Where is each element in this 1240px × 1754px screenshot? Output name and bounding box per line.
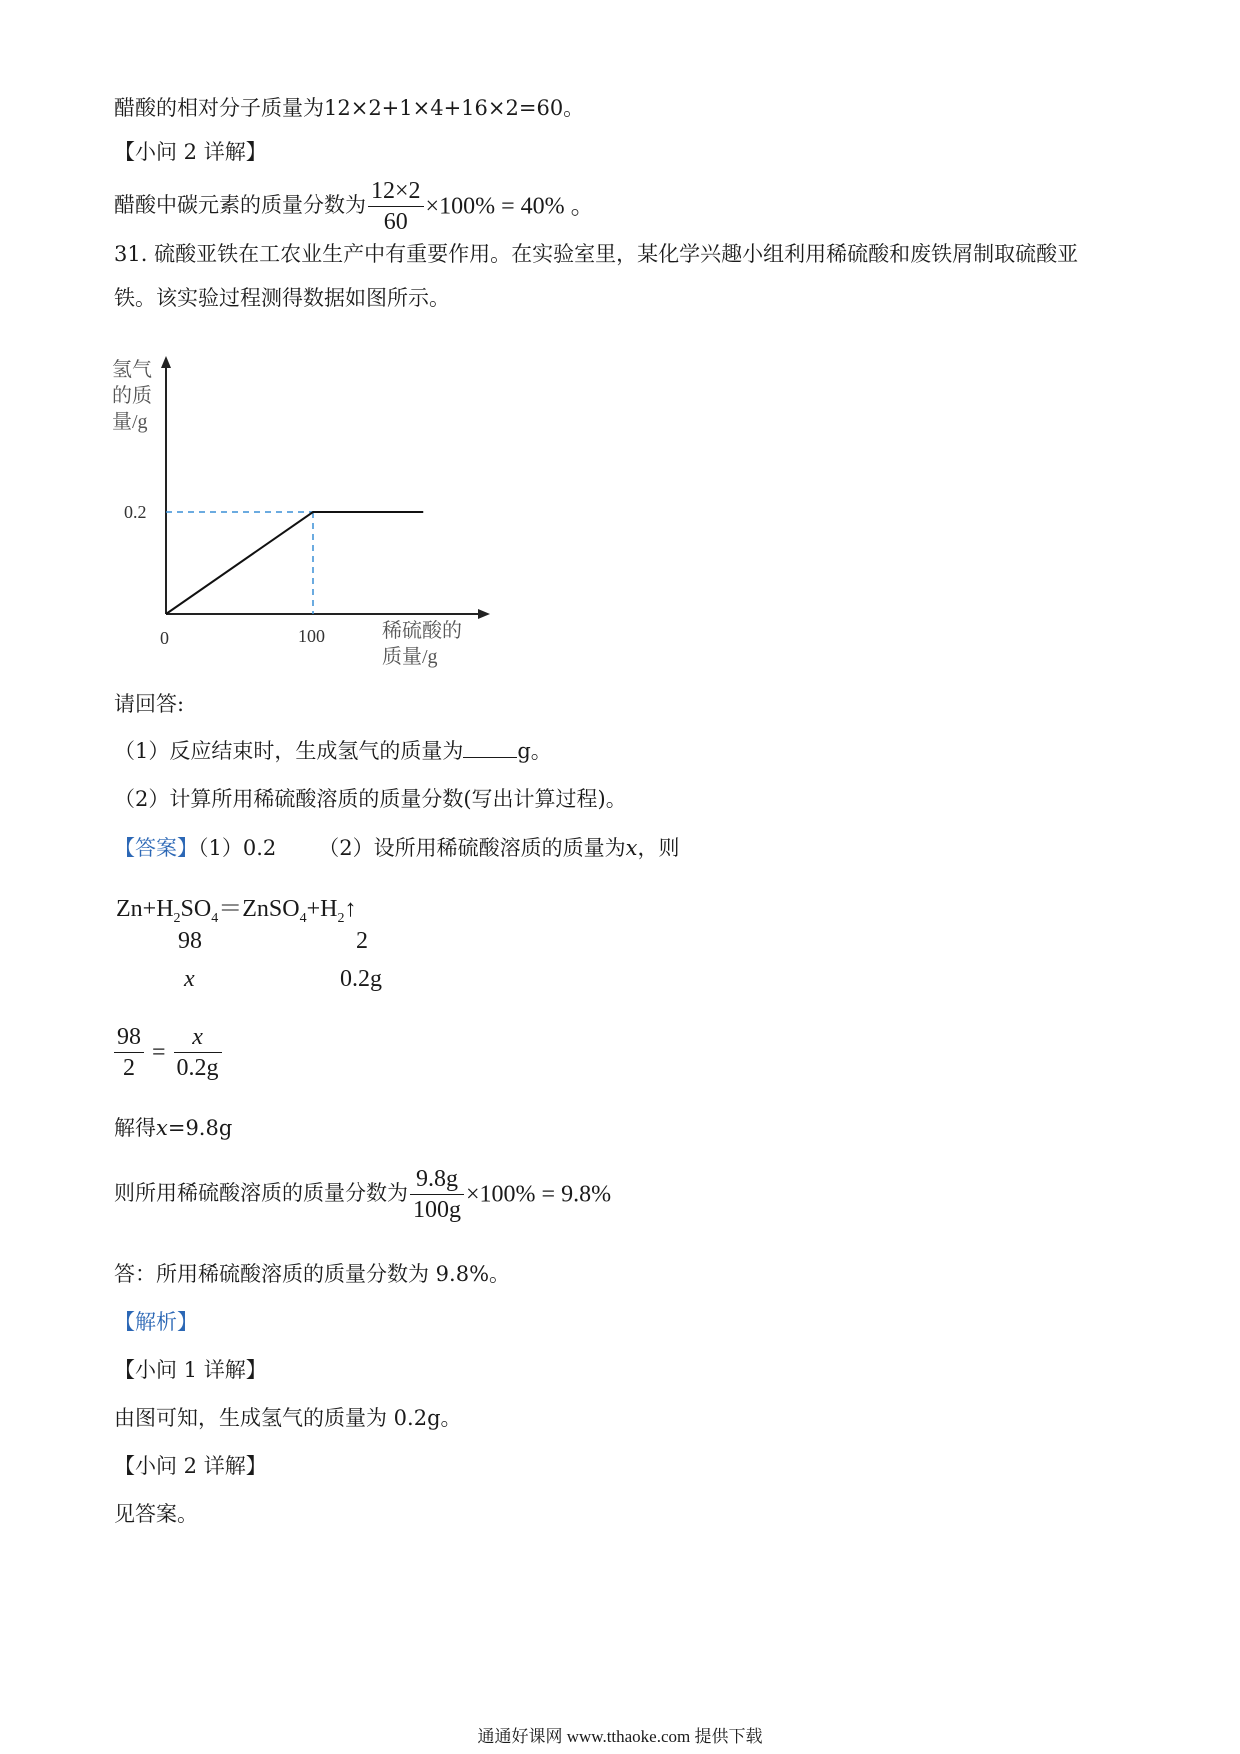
question-31-line-2: 铁。该实验过程测得数据如图所示。 — [114, 286, 450, 310]
variable-x: x — [184, 966, 195, 992]
carbon-fraction — [368, 176, 424, 237]
final-answer: 答：所用稀硫酸溶质的质量分数为 9.8%。 — [114, 1262, 511, 1286]
eq-equals: ＝ — [218, 896, 243, 922]
fraction-numerator — [174, 1022, 222, 1053]
x-axis-arrow — [478, 609, 490, 619]
result-suffix: ×100% = 9.8% — [466, 1181, 612, 1208]
fraction-denominator: 60 — [383, 209, 408, 235]
eq-subscript: 2 — [173, 910, 181, 926]
hydrogen-mass-chart — [110, 352, 490, 668]
sub-question-1-detail-text: 由图可知，生成氢气的质量为 0.2g。 — [114, 1406, 462, 1430]
footer-text: 通通好课网 www.tthaoke.com 提供下载 — [477, 1727, 763, 1746]
y-tick-label: 0.2 — [124, 502, 147, 522]
sub-question-1-unit: g。 — [517, 739, 552, 763]
solve-line — [114, 1114, 232, 1142]
carbon-fraction-suffix: ×100% = 40% 。 — [425, 193, 595, 220]
sub-question-1 — [114, 737, 552, 765]
eq-plus-h: +H — [142, 896, 174, 922]
analysis-tag: 【解析】 — [114, 1310, 198, 1334]
eq-plus-h: +H — [306, 896, 338, 922]
mass-0-2g: 0.2g — [340, 966, 382, 992]
solve-value: =9.8g — [167, 1116, 233, 1140]
fraction-numerator: 98 — [114, 1022, 144, 1053]
mass-2: 2 — [356, 928, 368, 954]
y-axis-label-line: 氢气 — [112, 359, 152, 381]
result-fraction — [410, 1164, 464, 1225]
sub-question-2-detail-heading: 【小问 2 详解】 — [114, 140, 267, 164]
fraction-denominator: 2 — [123, 1055, 135, 1081]
question-31-line-1: 31. 硫酸亚铁在工农业生产中有重要作用。在实验室里，某化学兴趣小组利用稀硫酸和废铁屑制取硫酸亚 — [114, 242, 1079, 266]
eq-subscript: 4 — [299, 910, 307, 926]
chemical-equation — [116, 888, 356, 927]
x-axis-label-line: 稀硫酸的 — [382, 620, 462, 642]
ratio-equation — [112, 1022, 224, 1083]
eq-subscript: 2 — [337, 910, 345, 926]
series-line — [166, 512, 423, 614]
answer-line — [114, 834, 679, 862]
eq-znso: ZnSO — [242, 896, 300, 922]
carbon-fraction-prefix: 醋酸中碳元素的质量分数为 — [114, 193, 366, 217]
answer-1: （1）0.2 — [198, 836, 277, 860]
answer-2-text: （2）设所用稀硫酸溶质的质量为 — [318, 836, 626, 860]
result-line — [114, 1164, 611, 1225]
mass-98: 98 — [178, 928, 202, 954]
please-answer: 请回答: — [114, 692, 185, 716]
sub-question-2-detail-text: 见答案。 — [114, 1502, 198, 1526]
carbon-fraction-line — [114, 176, 595, 237]
variable-x: x — [156, 1116, 168, 1140]
eq-subscript: 4 — [211, 910, 219, 926]
line-relative-molecular-mass: 醋酸的相对分子质量为12×2+1×4+16×2=60。 — [114, 96, 585, 120]
fraction-denominator: 0.2g — [176, 1055, 219, 1081]
ratio-right — [174, 1022, 222, 1083]
sub-question-2-detail-heading: 【小问 2 详解】 — [114, 1454, 267, 1478]
result-prefix: 则所用稀硫酸溶质的质量分数为 — [114, 1181, 408, 1205]
x-axis-label-line: 质量/g — [382, 646, 438, 668]
sub-question-2: （2）计算所用稀硫酸溶质的质量分数(写出计算过程)。 — [114, 787, 627, 811]
sub-question-1-text: （1）反应结束时，生成氢气的质量为 — [114, 739, 464, 763]
variable-x: x — [192, 1024, 203, 1050]
y-axis-label-line: 的质 — [112, 385, 152, 407]
variable-x: x — [625, 836, 638, 860]
answer-2-suffix: ，则 — [637, 836, 680, 860]
eq-so: SO — [180, 896, 212, 922]
gas-arrow-icon: ↑ — [344, 896, 357, 922]
fraction-numerator: 12×2 — [368, 176, 424, 207]
answer-blank — [463, 737, 517, 758]
unknown-x — [184, 966, 195, 993]
x-tick-label: 100 — [298, 626, 325, 646]
ratio-left — [114, 1022, 144, 1083]
equals-sign: = — [146, 1039, 172, 1066]
fraction-denominator: 100g — [413, 1197, 461, 1223]
solve-text: 解得 — [114, 1116, 156, 1140]
y-axis-arrow — [161, 356, 171, 368]
sub-question-1-detail-heading: 【小问 1 详解】 — [114, 1358, 267, 1382]
fraction-numerator: 9.8g — [410, 1164, 464, 1195]
y-axis-label-line: 量/g — [112, 411, 148, 433]
eq-zn: Zn — [116, 896, 143, 922]
origin-label: 0 — [160, 628, 169, 648]
answer-tag: 【答案】 — [114, 836, 198, 860]
